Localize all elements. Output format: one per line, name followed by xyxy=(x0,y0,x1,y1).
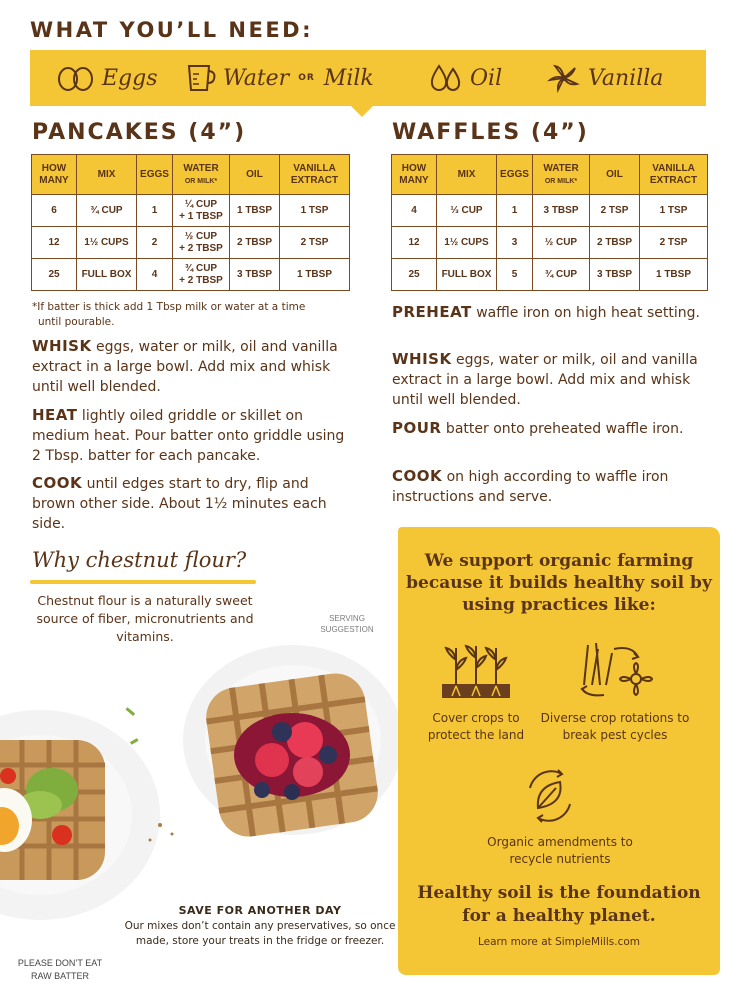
cell-how-many: 12 xyxy=(392,227,437,259)
cell-eggs: 1 xyxy=(137,195,173,227)
why-chestnut-title: Why chestnut flour? xyxy=(32,548,247,572)
cell-water: 3 TBSP xyxy=(533,195,590,227)
waffles-title: WAFFLES (4”) xyxy=(392,120,589,145)
col-eggs: EGGS xyxy=(497,155,533,195)
ingredient-oil xyxy=(428,62,502,94)
step-text: batter onto preheated waffle iron. xyxy=(441,421,684,437)
step-keyword: COOK xyxy=(32,474,83,492)
ingredient-vanilla xyxy=(546,62,663,94)
col-vanilla: VANILLA EXTRACT xyxy=(280,155,350,195)
waffle-step-pour xyxy=(392,418,702,439)
ingredient-eggs xyxy=(56,62,158,94)
cell-eggs: 1 xyxy=(497,195,533,227)
learn-more-link[interactable]: SimpleMills.com xyxy=(555,936,640,948)
table-row xyxy=(32,195,350,227)
col-water-milk xyxy=(533,155,590,195)
cover-crops-icon xyxy=(436,640,516,704)
cell-water xyxy=(173,227,230,259)
step-keyword: WHISK xyxy=(392,350,452,368)
cell-water-line2: + 2 TBSP xyxy=(179,274,223,286)
cell-mix: 1½ CUPS xyxy=(437,227,497,259)
ingredient-milk-label: Milk xyxy=(323,65,374,91)
cell-vanilla: 1 TSP xyxy=(280,195,350,227)
cell-oil: 2 TBSP xyxy=(230,227,280,259)
pancake-step-cook xyxy=(32,473,354,534)
step-keyword: POUR xyxy=(392,419,442,437)
pancake-step-whisk xyxy=(32,336,354,397)
cell-water-line1: ½ CUP xyxy=(184,231,218,242)
learn-more xyxy=(402,936,716,948)
save-title: SAVE FOR ANOTHER DAY xyxy=(178,904,342,917)
step-keyword: WHISK xyxy=(32,337,92,355)
step-text: lightly oiled griddle or skillet on medium heat. Pour batter onto griddle using 2 Tbsp. batter for each pancake. xyxy=(32,408,345,464)
raw-batter-warning: PLEASE DON’T EAT RAW BATTER xyxy=(17,958,103,981)
waffles-table xyxy=(391,154,708,291)
ingredients-bar-notch xyxy=(350,105,374,117)
cell-eggs: 4 xyxy=(137,259,173,291)
waffle-step-cook xyxy=(392,466,702,507)
vanilla-flower-icon xyxy=(546,62,582,94)
crop-rotation-icon xyxy=(574,635,658,705)
col-mix: MIX xyxy=(437,155,497,195)
cell-mix: FULL BOX xyxy=(77,259,137,291)
save-text: Our mixes don’t contain any preservatives, so once made, store your treats in the fridge or freezer. xyxy=(124,920,396,947)
col-eggs: EGGS xyxy=(137,155,173,195)
cell-mix: ⅓ CUP xyxy=(437,195,497,227)
col-or-milk-label: OR MILK* xyxy=(184,177,218,185)
cell-water-line2: + 1 TBSP xyxy=(179,210,223,222)
cell-oil: 3 TBSP xyxy=(230,259,280,291)
ingredient-eggs-label: Eggs xyxy=(102,65,158,91)
step-text: on high according to waffle iron instructions and serve. xyxy=(392,469,669,505)
col-water-label: WATER xyxy=(183,163,219,174)
step-text: eggs, water or milk, oil and vanilla extract in a large bowl. Add mix and whisk until well blended. xyxy=(392,352,698,408)
cell-eggs: 3 xyxy=(497,227,533,259)
pancakes-title: PANCAKES (4”) xyxy=(32,120,247,145)
cell-water xyxy=(173,195,230,227)
cell-mix: FULL BOX xyxy=(437,259,497,291)
table-row xyxy=(392,259,708,291)
pancakes-table xyxy=(31,154,350,291)
pancake-step-heat xyxy=(32,405,354,466)
cell-vanilla: 1 TSP xyxy=(640,195,708,227)
berry-waffle xyxy=(202,670,381,841)
cell-oil: 2 TBSP xyxy=(590,227,640,259)
batter-note xyxy=(32,300,352,330)
cell-vanilla: 2 TSP xyxy=(280,227,350,259)
cell-eggs: 5 xyxy=(497,259,533,291)
step-text: waffle iron on high heat setting. xyxy=(471,305,700,321)
cell-vanilla: 1 TBSP xyxy=(280,259,350,291)
col-oil: OIL xyxy=(590,155,640,195)
organic-amendments-icon xyxy=(518,764,582,828)
step-keyword: PREHEAT xyxy=(392,303,472,321)
organic-headline: We support organic farming because it builds healthy soil by using practices like: xyxy=(406,551,712,615)
ingredient-vanilla-label: Vanilla xyxy=(588,65,664,91)
cell-water-line2: + 2 TBSP xyxy=(179,242,223,254)
cell-water: ½ CUP xyxy=(533,227,590,259)
cell-mix: ¾ CUP xyxy=(77,195,137,227)
cell-vanilla: 2 TSP xyxy=(640,227,708,259)
why-chestnut-text: Chestnut flour is a naturally sweet source of fiber, micronutrients and vitamins. xyxy=(36,593,254,644)
serving-suggestion-label: SERVING SUGGESTION xyxy=(320,614,374,634)
pancakes-table-header xyxy=(32,155,350,195)
learn-more-prefix: Learn more at xyxy=(477,936,556,948)
ingredient-oil-label: Oil xyxy=(470,65,503,91)
table-row xyxy=(392,227,708,259)
col-water-milk xyxy=(173,155,230,195)
savory-waffle xyxy=(0,740,105,880)
batter-note-line1: *If batter is thick add 1 Tbsp milk or water at a time xyxy=(32,301,306,313)
col-how-many: HOW MANY xyxy=(392,155,437,195)
cell-how-many: 25 xyxy=(392,259,437,291)
cell-how-many: 6 xyxy=(32,195,77,227)
table-row xyxy=(32,259,350,291)
waffle-step-preheat xyxy=(392,302,702,323)
ingredients-heading: WHAT YOU’LL NEED: xyxy=(30,18,314,42)
measuring-cup-icon xyxy=(185,63,217,93)
waffles-table-header xyxy=(392,155,708,195)
table-row xyxy=(32,227,350,259)
eggs-icon xyxy=(56,64,96,92)
cell-eggs: 2 xyxy=(137,227,173,259)
cover-crops-caption: Cover crops to protect the land xyxy=(427,711,525,742)
step-text: until edges start to dry, flip and brown other side. About 1½ minutes each side. xyxy=(32,476,327,532)
waffle-step-whisk xyxy=(392,349,702,410)
step-keyword: HEAT xyxy=(32,406,78,424)
cell-oil: 1 TBSP xyxy=(230,195,280,227)
ingredient-water-milk xyxy=(185,62,374,94)
col-how-many: HOW MANY xyxy=(32,155,77,195)
oil-drops-icon xyxy=(428,63,464,93)
col-or-milk-label: OR MILK* xyxy=(544,177,578,185)
cell-water xyxy=(173,259,230,291)
cell-water-line1: ¾ CUP xyxy=(184,263,218,274)
step-text: eggs, water or milk, oil and vanilla extract in a large bowl. Add mix and whisk until well blended. xyxy=(32,339,338,395)
cell-mix: 1½ CUPS xyxy=(77,227,137,259)
ingredient-water-label: Water xyxy=(223,65,290,91)
cell-vanilla: 1 TBSP xyxy=(640,259,708,291)
cell-water: ¾ CUP xyxy=(533,259,590,291)
cell-oil: 2 TSP xyxy=(590,195,640,227)
cell-water-line1: ¼ CUP xyxy=(184,199,218,210)
ingredient-or-label: OR xyxy=(298,73,315,83)
why-chestnut-underline xyxy=(30,580,256,584)
batter-note-line2: until pourable. xyxy=(38,316,115,328)
waffle-photo xyxy=(0,640,400,920)
cell-oil: 3 TBSP xyxy=(590,259,640,291)
organic-amendments-caption: Organic amendments to recycle nutrients xyxy=(487,835,633,866)
col-oil: OIL xyxy=(230,155,280,195)
cell-how-many: 12 xyxy=(32,227,77,259)
organic-footer: Healthy soil is the foundation for a healthy planet. xyxy=(417,883,701,926)
col-water-label: WATER xyxy=(543,163,579,174)
col-vanilla: VANILLA EXTRACT xyxy=(640,155,708,195)
crop-rotation-caption: Diverse crop rotations to break pest cycles xyxy=(540,711,690,742)
table-row xyxy=(392,195,708,227)
col-mix: MIX xyxy=(77,155,137,195)
step-keyword: COOK xyxy=(392,467,443,485)
cell-how-many: 4 xyxy=(392,195,437,227)
cell-how-many: 25 xyxy=(32,259,77,291)
